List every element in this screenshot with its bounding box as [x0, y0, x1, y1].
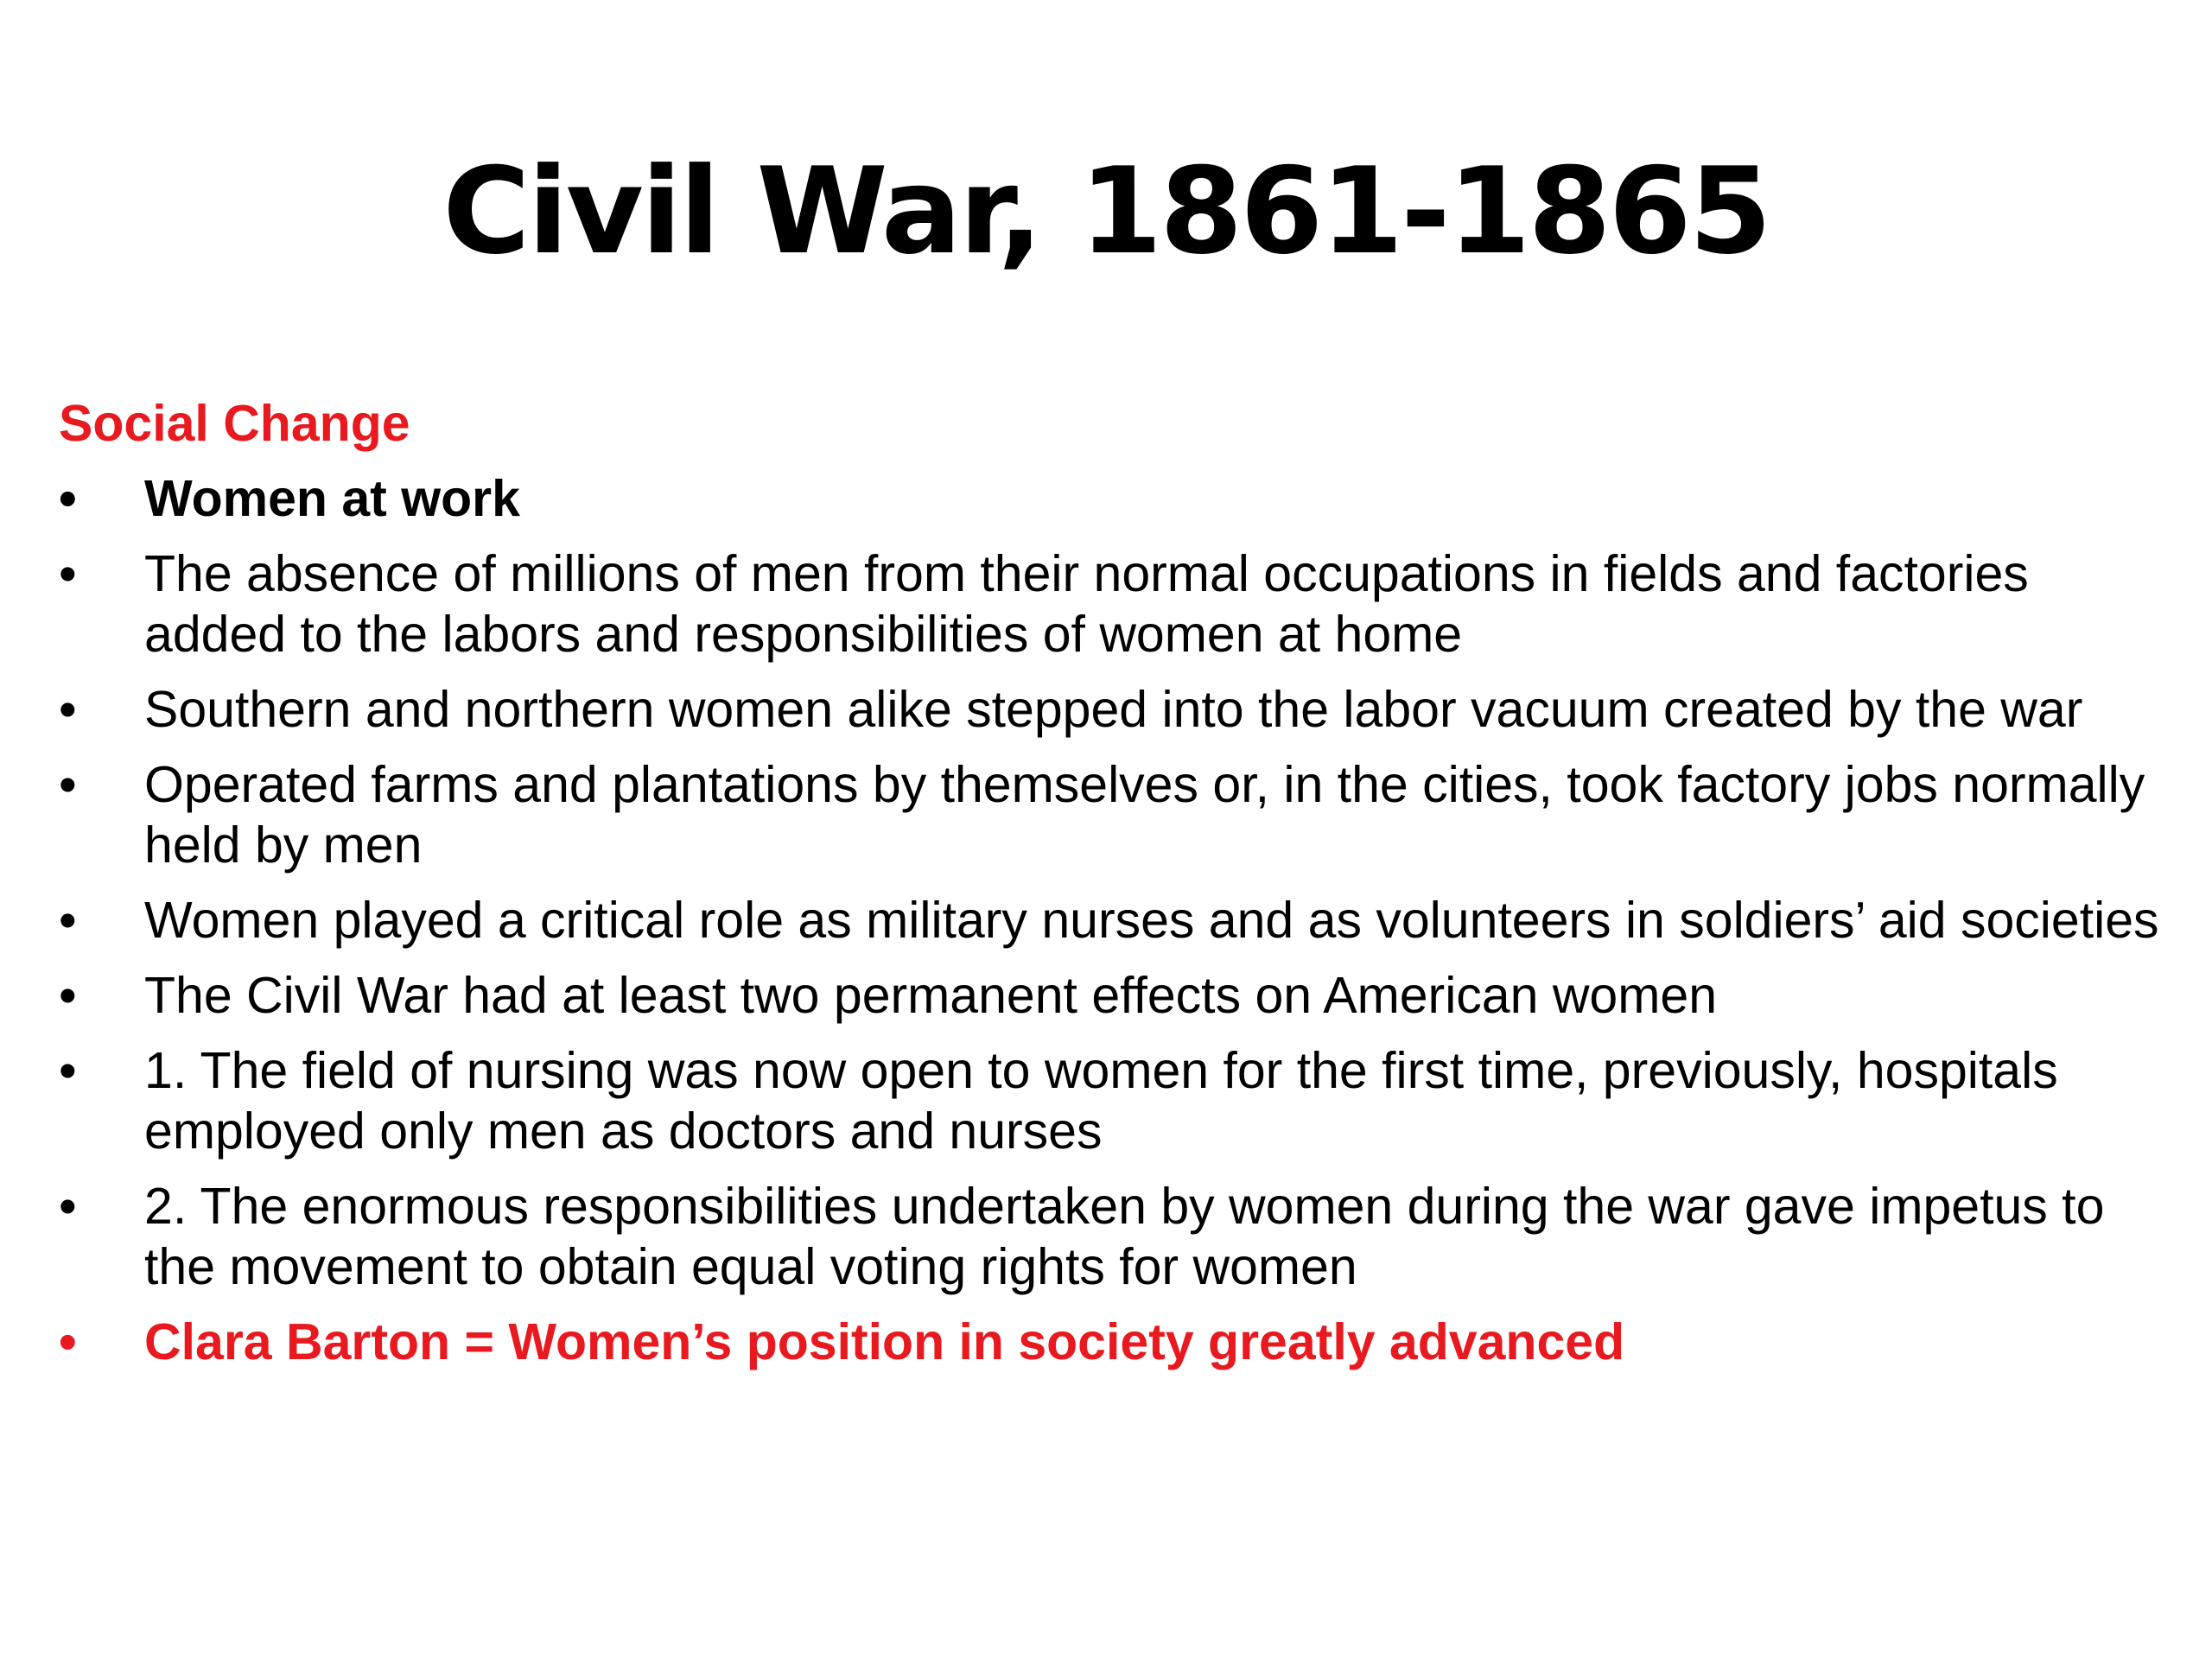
bullet-icon: •	[59, 756, 77, 813]
bullet-text: Women played a critical role as military nurses and as volunteers in soldiers’ aid societies	[144, 892, 2159, 949]
bullet-text: Women at work	[144, 470, 520, 527]
bullet-item	[59, 468, 2167, 529]
bullet-icon: •	[59, 1042, 77, 1099]
bullet-list	[59, 468, 2167, 1372]
bullet-icon: •	[59, 681, 77, 738]
bullet-text: The absence of millions of men from their normal occupations in fields and factories added to the labors and responsibilities of women at home	[144, 545, 2029, 663]
bullet-text: Operated farms and plantations by themselves or, in the cities, took factory jobs normally held by men	[144, 756, 2145, 874]
bullet-item	[59, 543, 2167, 664]
bullet-icon: •	[59, 545, 77, 602]
slide-body	[59, 393, 2167, 1387]
section-heading: Social Change	[59, 395, 410, 452]
bullet-item	[59, 679, 2167, 740]
bullet-icon: •	[59, 1313, 77, 1370]
bullet-item	[59, 754, 2167, 875]
bullet-item-highlight	[59, 1312, 2167, 1372]
bullet-icon: •	[59, 967, 77, 1024]
bullet-text: The Civil War had at least two permanent effects on American women	[144, 967, 1718, 1024]
bullet-item	[59, 965, 2167, 1026]
bullet-icon: •	[59, 892, 77, 949]
bullet-item	[59, 890, 2167, 950]
bullet-item	[59, 1176, 2167, 1297]
bullet-text: 1. The field of nursing was now open to women for the first time, previously, hospitals employed only men as doctors and nurses	[144, 1042, 2058, 1160]
bullet-text: 2. The enormous responsibilities undertaken by women during the war gave impetus to the movement to obtain equal voting rights for women	[144, 1178, 2105, 1295]
bullet-text: Clara Barton = Women’s position in society greatly advanced	[144, 1313, 1625, 1370]
slide-title: Civil War, 1861-1865	[442, 142, 1770, 281]
bullet-item	[59, 1040, 2167, 1161]
bullet-icon: •	[59, 1178, 77, 1235]
bullet-icon: •	[59, 470, 77, 527]
bullet-text: Southern and northern women alike stepped into the labor vacuum created by the war	[144, 681, 2083, 738]
